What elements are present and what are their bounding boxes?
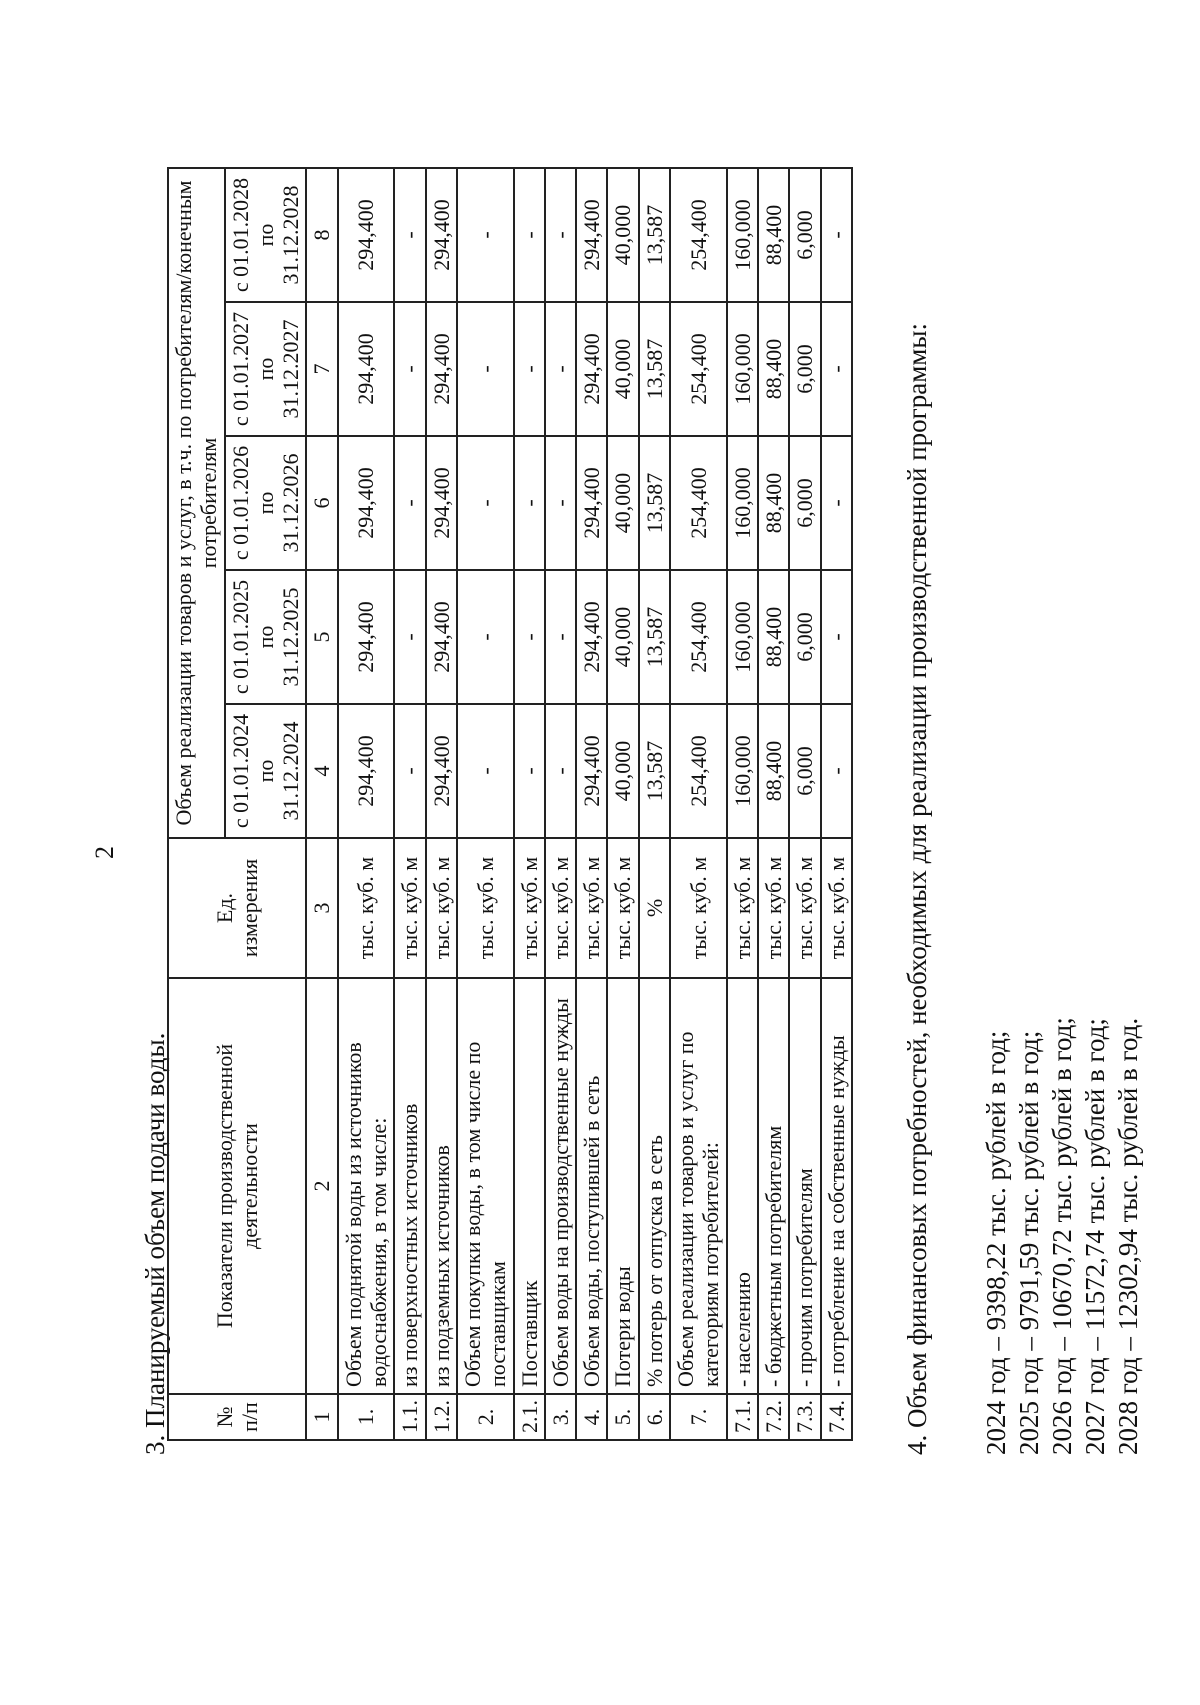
header-indicator: Показатели производственной деятельности — [168, 978, 306, 1394]
table-row — [821, 168, 852, 1440]
row-value: - — [514, 704, 545, 838]
water-supply-table — [167, 167, 853, 1441]
row-value: - — [457, 570, 514, 704]
row-value: 294,400 — [338, 302, 395, 436]
header-period-from: с 01.01.2028 — [227, 177, 253, 293]
row-value: 6,000 — [789, 704, 820, 838]
row-value: 294,400 — [426, 704, 457, 838]
row-value: 13,587 — [639, 302, 670, 436]
row-unit: тыс. куб. м — [758, 838, 789, 978]
table-body — [338, 168, 852, 1440]
row-unit: тыс. куб. м — [607, 838, 638, 978]
row-value: 40,000 — [607, 436, 638, 570]
row-value: 294,400 — [426, 436, 457, 570]
row-value: 294,400 — [576, 436, 607, 570]
row-number: 1.1. — [394, 1394, 425, 1440]
row-value: 40,000 — [607, 302, 638, 436]
header-numbering-row — [306, 168, 337, 1440]
header-period-to: 31.12.2026 — [278, 453, 304, 553]
column-number: 2 — [306, 978, 337, 1394]
row-number: 2. — [457, 1394, 514, 1440]
row-value: - — [457, 436, 514, 570]
row-value: 294,400 — [576, 302, 607, 436]
table-row — [576, 168, 607, 1440]
table-row — [639, 168, 670, 1440]
header-period-to: 31.12.2027 — [278, 319, 304, 419]
row-value: 6,000 — [789, 570, 820, 704]
header-period — [225, 302, 307, 436]
row-indicator: - бюджетным потребителям — [758, 978, 789, 1394]
row-value: - — [394, 704, 425, 838]
financial-item: 2028 год – 12302,94 тыс. рублей в год. — [1113, 1017, 1143, 1455]
header-volume-group: Объем реализации товаров и услуг, в т.ч. по потребителям/конечным потребителям — [168, 168, 225, 838]
table-row — [670, 168, 727, 1440]
row-value: - — [821, 570, 852, 704]
page-number: 2 — [90, 846, 119, 859]
row-value: 294,400 — [576, 570, 607, 704]
row-value: 13,587 — [639, 570, 670, 704]
row-value: 40,000 — [607, 570, 638, 704]
financial-needs-list — [980, 1017, 1145, 1455]
row-value: - — [821, 704, 852, 838]
row-value: - — [394, 168, 425, 302]
row-value: 254,400 — [670, 436, 727, 570]
financial-item: 2026 год – 10670,72 тыс. рублей в год; — [1047, 1017, 1077, 1455]
row-value: - — [545, 704, 576, 838]
row-unit: тыс. куб. м — [338, 838, 395, 978]
header-period-mid: по — [252, 223, 278, 247]
row-number: 7.4. — [821, 1394, 852, 1440]
column-number: 6 — [306, 436, 337, 570]
row-value: 160,000 — [727, 302, 758, 436]
row-value: 294,400 — [426, 168, 457, 302]
row-value: - — [545, 168, 576, 302]
row-indicator: Объем воды на производственные нужды — [545, 978, 576, 1394]
table-row — [545, 168, 576, 1440]
row-value: - — [821, 436, 852, 570]
row-value: - — [457, 168, 514, 302]
row-value: 294,400 — [426, 570, 457, 704]
column-number: 7 — [306, 302, 337, 436]
row-value: 40,000 — [607, 704, 638, 838]
row-value: - — [821, 168, 852, 302]
table-row — [758, 168, 789, 1440]
row-number: 3. — [545, 1394, 576, 1440]
row-number: 7.2. — [758, 1394, 789, 1440]
row-value: 294,400 — [576, 704, 607, 838]
section-3-title: 3. Планируемый объем подачи воды. — [140, 1032, 170, 1455]
row-value: - — [821, 302, 852, 436]
row-value: - — [457, 704, 514, 838]
row-value: 13,587 — [639, 436, 670, 570]
row-value: - — [457, 302, 514, 436]
table-row — [514, 168, 545, 1440]
row-value: 13,587 — [639, 704, 670, 838]
header-period-to: 31.12.2028 — [278, 185, 304, 285]
row-indicator: - потребление на собственные нужды — [821, 978, 852, 1394]
row-unit: тыс. куб. м — [457, 838, 514, 978]
table-row — [607, 168, 638, 1440]
table-row — [426, 168, 457, 1440]
row-unit: тыс. куб. м — [576, 838, 607, 978]
row-indicator: Объем реализации товаров и услуг по категориям потребителей: — [670, 978, 727, 1394]
row-unit: тыс. куб. м — [789, 838, 820, 978]
row-value: 254,400 — [670, 302, 727, 436]
row-value: 6,000 — [789, 436, 820, 570]
row-value: - — [514, 570, 545, 704]
row-number: 7.3. — [789, 1394, 820, 1440]
row-value: 6,000 — [789, 168, 820, 302]
header-row-top — [168, 168, 225, 1440]
header-period-to: 31.12.2025 — [278, 587, 304, 687]
row-value: 88,400 — [758, 302, 789, 436]
header-period-mid: по — [252, 759, 278, 783]
header-no: № п/п — [168, 1394, 306, 1440]
header-period-mid: по — [252, 357, 278, 381]
row-value: 40,000 — [607, 168, 638, 302]
header-period-to: 31.12.2024 — [278, 721, 304, 821]
row-value: 13,587 — [639, 168, 670, 302]
row-unit: тыс. куб. м — [426, 838, 457, 978]
row-indicator: Объем поднятой воды из источников водоснабжения, в том числе: — [338, 978, 395, 1394]
header-period-mid: по — [252, 625, 278, 649]
header-unit: Ед. измерения — [168, 838, 306, 978]
row-value: 294,400 — [426, 302, 457, 436]
row-unit: тыс. куб. м — [727, 838, 758, 978]
row-value: 88,400 — [758, 570, 789, 704]
row-value: 160,000 — [727, 168, 758, 302]
row-value: - — [394, 570, 425, 704]
column-number: 3 — [306, 838, 337, 978]
row-value: - — [394, 436, 425, 570]
row-value: - — [545, 570, 576, 704]
row-value: - — [394, 302, 425, 436]
header-period-from: с 01.01.2027 — [227, 311, 253, 427]
row-indicator: - населению — [727, 978, 758, 1394]
header-period — [225, 436, 307, 570]
header-period-mid: по — [252, 491, 278, 515]
row-value: 294,400 — [338, 570, 395, 704]
row-unit: тыс. куб. м — [821, 838, 852, 978]
row-value: - — [545, 436, 576, 570]
row-value: 254,400 — [670, 704, 727, 838]
row-value: - — [514, 168, 545, 302]
row-value: 88,400 — [758, 436, 789, 570]
header-period — [225, 570, 307, 704]
table-row — [727, 168, 758, 1440]
row-indicator: Объем покупки воды, в том числе по поставщикам — [457, 978, 514, 1394]
row-number: 6. — [639, 1394, 670, 1440]
row-unit: тыс. куб. м — [545, 838, 576, 978]
column-number: 1 — [306, 1394, 337, 1440]
financial-item: 2024 год – 9398,22 тыс. рублей в год; — [981, 1030, 1011, 1455]
header-period-from: с 01.01.2026 — [227, 445, 253, 561]
row-unit: тыс. куб. м — [514, 838, 545, 978]
row-value: 88,400 — [758, 704, 789, 838]
header-period-from: с 01.01.2025 — [227, 579, 253, 695]
header-period — [225, 168, 307, 302]
row-number: 1. — [338, 1394, 395, 1440]
row-value: 294,400 — [576, 168, 607, 302]
financial-item: 2027 год – 11572,74 тыс. рублей в год; — [1080, 1018, 1110, 1455]
row-value: 88,400 — [758, 168, 789, 302]
row-value: 254,400 — [670, 570, 727, 704]
table-row — [338, 168, 395, 1440]
column-number: 5 — [306, 570, 337, 704]
row-unit: тыс. куб. м — [394, 838, 425, 978]
row-value: 160,000 — [727, 570, 758, 704]
row-number: 1.2. — [426, 1394, 457, 1440]
header-period — [225, 704, 307, 838]
row-indicator: Поставщик — [514, 978, 545, 1394]
row-indicator: из подземных источников — [426, 978, 457, 1394]
row-indicator: Потери воды — [607, 978, 638, 1394]
row-value: - — [514, 302, 545, 436]
row-unit: % — [639, 838, 670, 978]
row-indicator: % потерь от отпуска в сеть — [639, 978, 670, 1394]
header-period-from: с 01.01.2024 — [227, 713, 253, 829]
column-number: 4 — [306, 704, 337, 838]
row-value: 160,000 — [727, 436, 758, 570]
row-value: 254,400 — [670, 168, 727, 302]
row-value: 294,400 — [338, 168, 395, 302]
table-row — [789, 168, 820, 1440]
row-value: 294,400 — [338, 436, 395, 570]
row-indicator: из поверхностных источников — [394, 978, 425, 1394]
table-row — [394, 168, 425, 1440]
row-number: 4. — [576, 1394, 607, 1440]
section-4-title: 4. Объем финансовых потребностей, необходимых для реализации производственной программы: — [902, 322, 932, 1455]
row-value: - — [545, 302, 576, 436]
row-value: 294,400 — [338, 704, 395, 838]
row-unit: тыс. куб. м — [670, 838, 727, 978]
financial-item: 2025 год – 9791,59 тыс. рублей в год; — [1014, 1030, 1044, 1455]
row-number: 7. — [670, 1394, 727, 1440]
row-value: - — [514, 436, 545, 570]
row-value: 160,000 — [727, 704, 758, 838]
column-number: 8 — [306, 168, 337, 302]
row-value: 6,000 — [789, 302, 820, 436]
row-number: 7.1. — [727, 1394, 758, 1440]
row-number: 5. — [607, 1394, 638, 1440]
row-indicator: - прочим потребителям — [789, 978, 820, 1394]
row-number: 2.1. — [514, 1394, 545, 1440]
table-row — [457, 168, 514, 1440]
row-indicator: Объем воды, поступившей в сеть — [576, 978, 607, 1394]
